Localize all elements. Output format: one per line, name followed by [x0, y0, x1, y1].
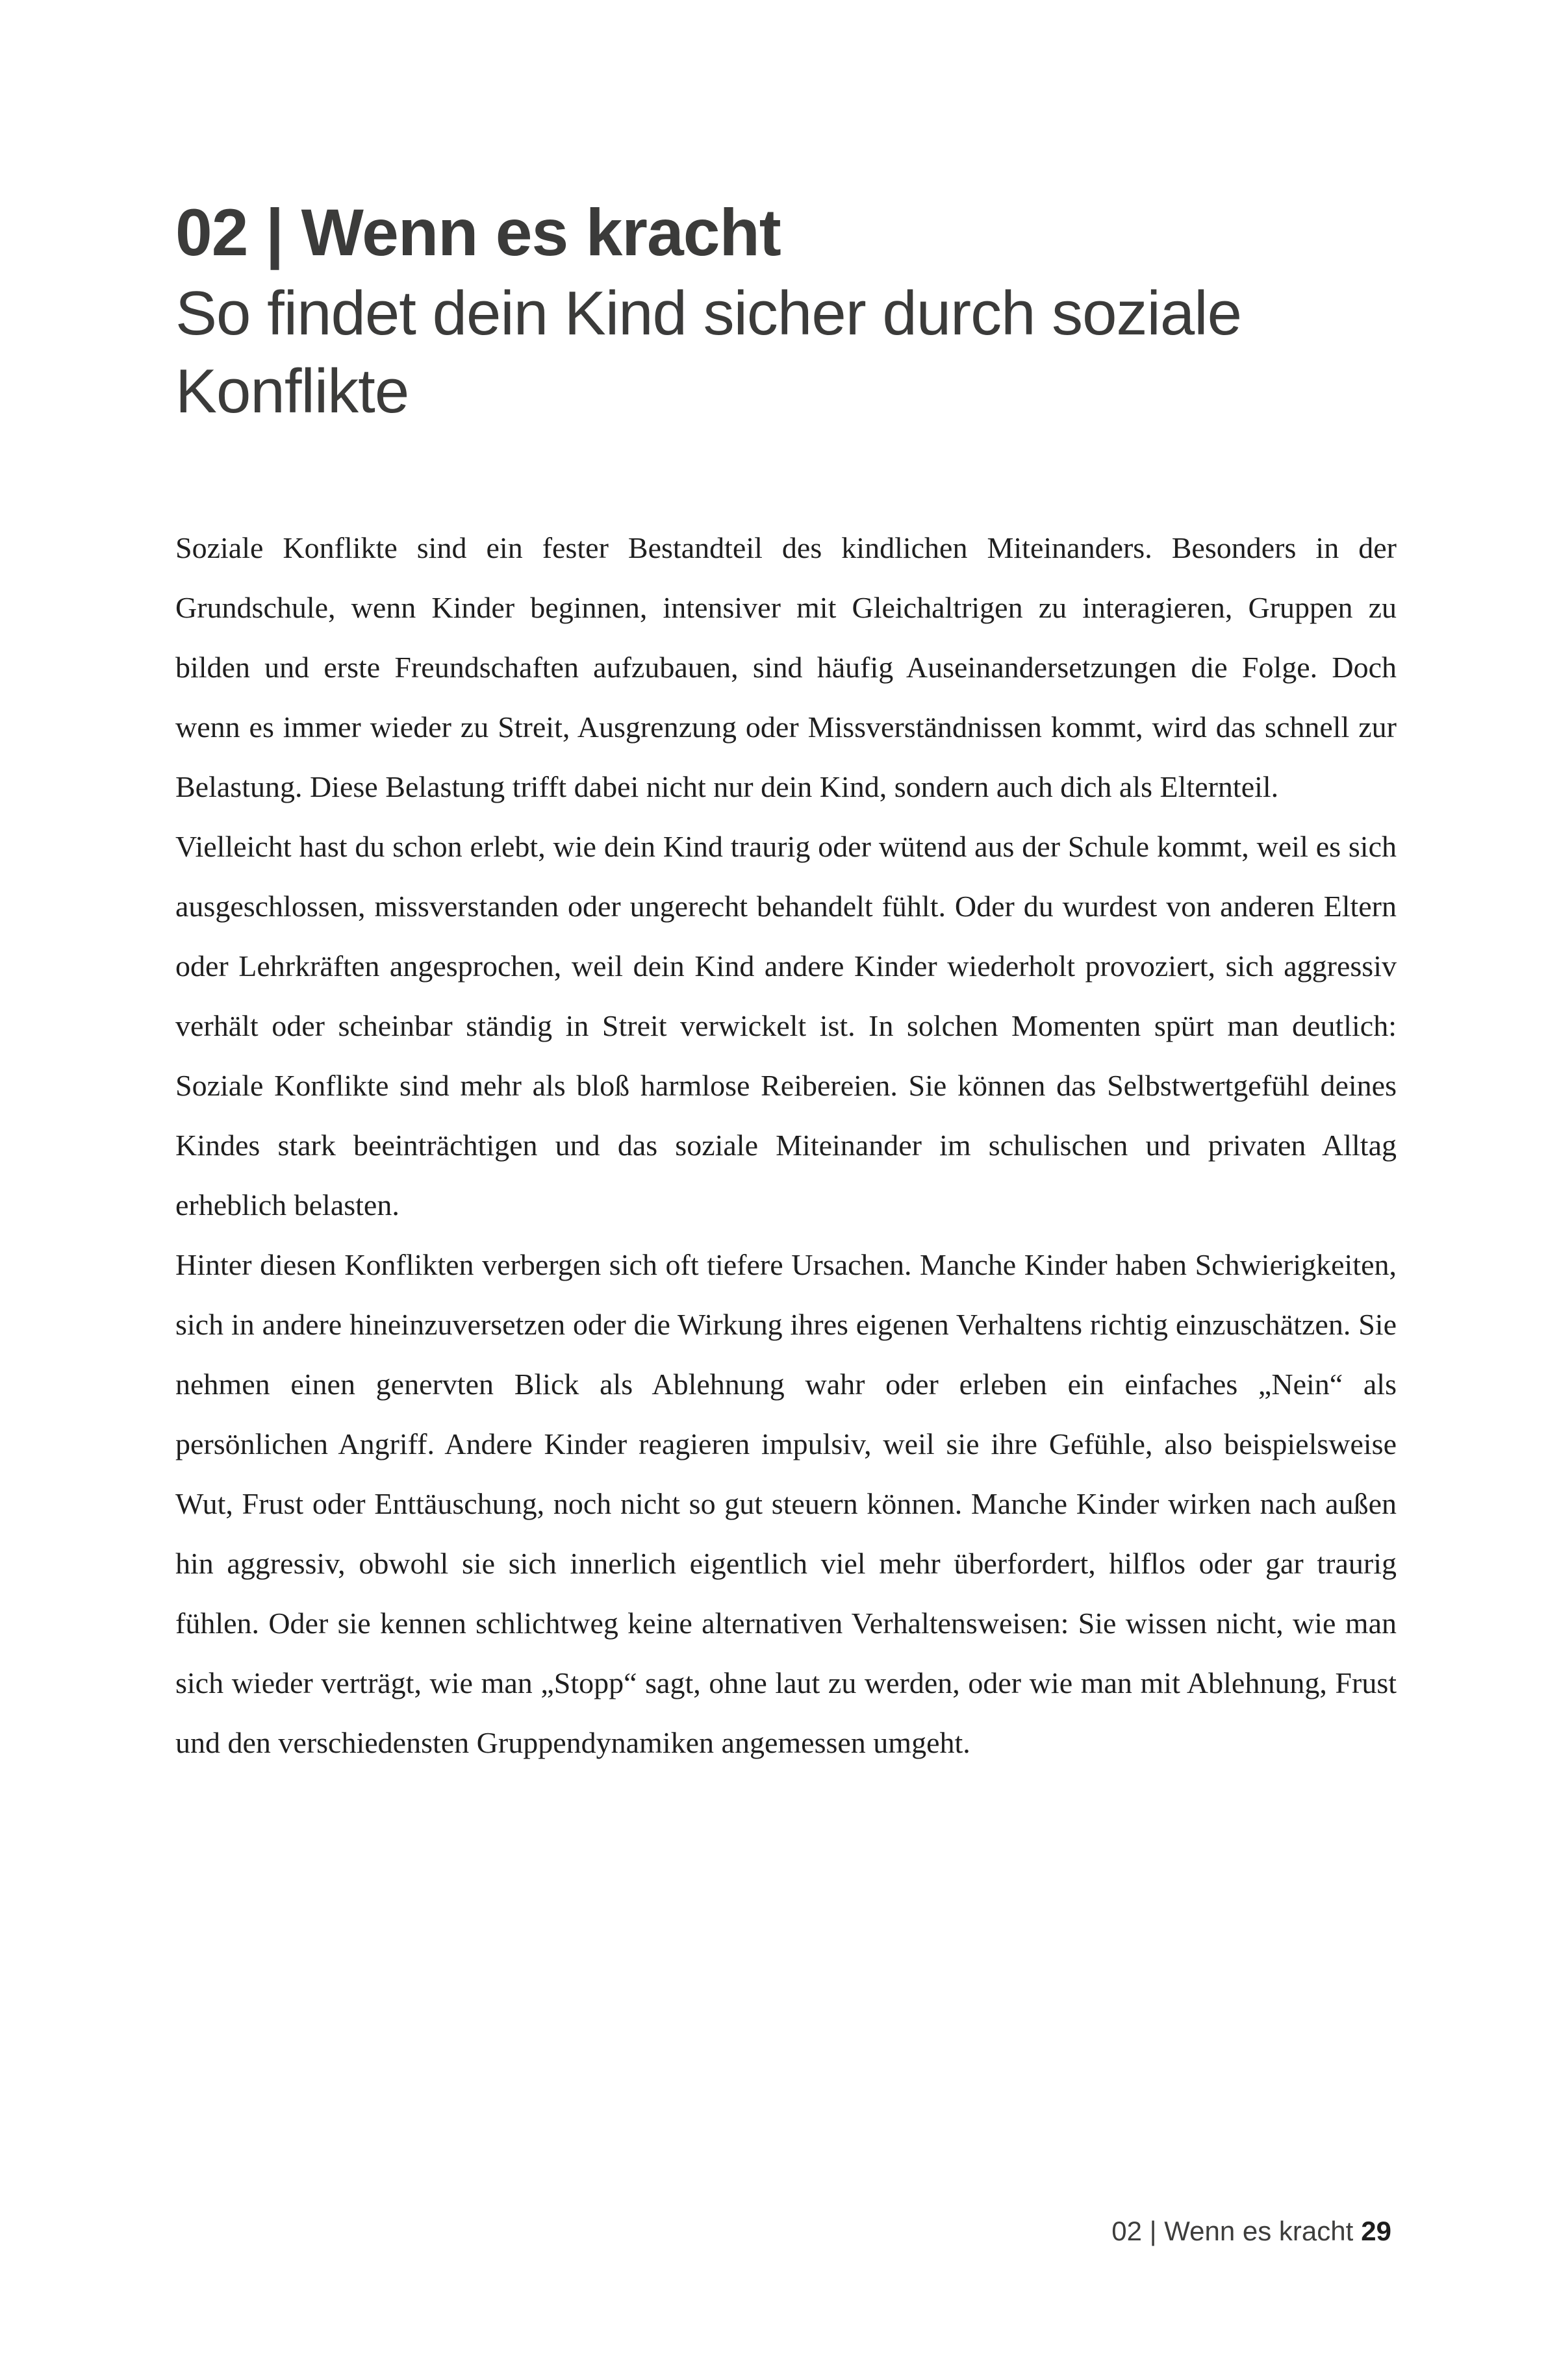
page-footer	[1111, 2216, 1391, 2247]
footer-running-title: 02 | Wenn es kracht	[1111, 2216, 1354, 2246]
body-paragraph: Vielleicht hast du schon erlebt, wie dein Kind traurig oder wütend aus der Schule kommt, weil es sich ausgeschlossen, missverstanden oder ungerecht behandelt fühlt. Oder du wurdest von anderen Eltern oder Lehrkräften angesprochen, weil dein Kind andere Kinder wiederholt provoziert, sich aggressiv verhält oder scheinbar ständig in Streit verwickelt ist. In solchen Momenten spürt man deutlich: Soziale Konflikte sind mehr als bloß harmlose Reibereien. Sie können das Selbstwertgefühl deines Kindes stark beeinträchtigen und das soziale Miteinander im schulischen und privaten Alltag erheblich belasten.	[175, 830, 1397, 1222]
body-paragraph: Soziale Konflikte sind ein fester Bestandteil des kindlichen Miteinanders. Besonders in der Grundschule, wenn Kinder beginnen, intensiver mit Gleichaltrigen zu interagieren, Gruppen zu bilden und erste Freundschaften aufzubauen, sind häufig Auseinandersetzungen die Folge. Doch wenn es immer wieder zu Streit, Ausgrenzung oder Missverständnissen kommt, wird das schnell zur Belastung. Diese Belastung trifft dabei nicht nur dein Kind, sondern auch dich als Elternteil.	[175, 531, 1397, 804]
chapter-subtitle: So findet dein Kind sicher durch soziale Konflikte	[175, 279, 1241, 427]
body-text	[175, 518, 1397, 1773]
body-paragraph: Hinter diesen Konflikten verbergen sich oft tiefere Ursachen. Manche Kinder haben Schwierigkeiten, sich in andere hineinzuversetzen oder die Wirkung ihres eigenen Verhaltens richtig einzuschätzen. Sie nehmen einen genervten Blick als Ablehnung wahr oder erleben ein einfaches „Nein“ als persönlichen Angriff. Andere Kinder reagieren impulsiv, weil sie ihre Gefühle, also beispielsweise Wut, Frust oder Enttäuschung, noch nicht so gut steuern können. Manche Kinder wirken nach außen hin aggressiv, obwohl sie sich innerlich eigentlich viel mehr überfordert, hilflos oder gar traurig fühlen. Oder sie kennen schlichtweg keine alternativen Verhaltensweisen: Sie wissen nicht, wie man sich wieder verträgt, wie man „Stopp“ sagt, ohne laut zu werden, oder wie man mit Ablehnung, Frust und den verschiedensten Gruppendynamiken angemessen umgeht.	[175, 1248, 1397, 1760]
page-content	[175, 195, 1397, 1773]
page-number: 29	[1361, 2216, 1391, 2246]
chapter-heading: 02 | Wenn es kracht	[175, 195, 781, 269]
